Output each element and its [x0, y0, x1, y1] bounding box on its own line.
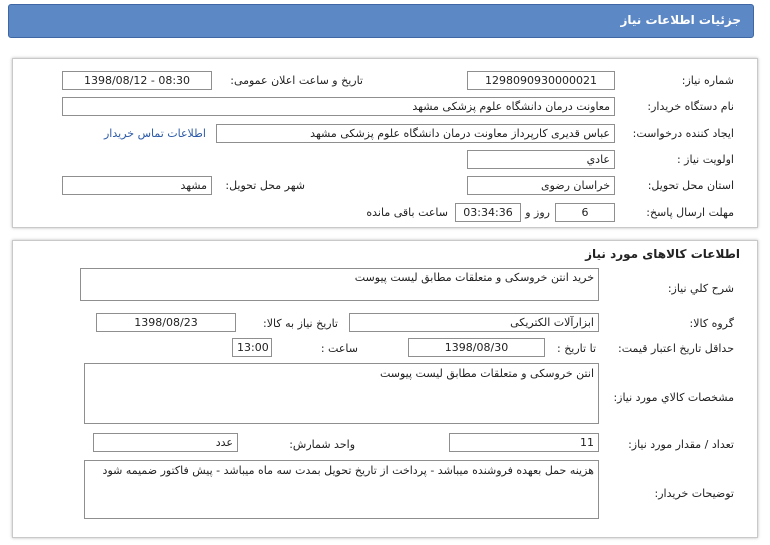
- goods-group-label: گروه کالا:: [689, 317, 734, 330]
- need-date-field[interactable]: 1398/08/23: [96, 313, 236, 332]
- need-date-label: تاریخ نیاز به کالا:: [263, 317, 338, 330]
- buyer-org-field[interactable]: معاونت درمان دانشگاه علوم پزشکی مشهد: [62, 97, 615, 116]
- specs-field[interactable]: انتن خروسکی و متعلقات مطابق لیست پیوست: [84, 363, 599, 424]
- priority-field[interactable]: عادي: [467, 150, 615, 169]
- title-bar-inner: [8, 4, 754, 38]
- general-desc-label: شرح کلي نیاز:: [667, 282, 734, 295]
- creator-label: ایجاد کننده درخواست:: [632, 127, 734, 140]
- unit-label: واحد شمارش:: [289, 438, 355, 451]
- to-date-label: تا تاریخ :: [557, 342, 596, 355]
- buyer-notes-field[interactable]: هزینه حمل بعهده فروشنده میباشد - پرداخت از تاریخ تحویل بمدت سه ماه میباشد - پیش فاکتور ضمیمه شود: [84, 460, 599, 519]
- price-valid-hour-field[interactable]: 13:00: [232, 338, 272, 357]
- priority-label: اولویت نیاز :: [676, 153, 734, 166]
- unit-field[interactable]: عدد: [93, 433, 238, 452]
- announce-datetime-field[interactable]: 1398/08/12 - 08:30: [62, 71, 212, 90]
- goods-group-field[interactable]: ابزارآلات الکتریکی: [349, 313, 599, 332]
- city-field[interactable]: مشهد: [62, 176, 212, 195]
- price-valid-date-field[interactable]: 1398/08/30: [408, 338, 545, 357]
- buyer-notes-label: توضیحات خریدار:: [654, 487, 734, 500]
- remaining-word: ساعت باقی مانده: [366, 206, 448, 219]
- announce-datetime-label: تاریخ و ساعت اعلان عمومی:: [230, 74, 363, 87]
- need-number-field[interactable]: 1298090930000021: [467, 71, 615, 90]
- buyer-contact-link[interactable]: اطلاعات تماس خریدار: [104, 127, 206, 140]
- title-bar: [0, 0, 770, 40]
- creator-field[interactable]: عباس قدیری کارپرداز معاونت درمان دانشگاه علوم پزشکی مشهد: [216, 124, 615, 143]
- deadline-days-field[interactable]: 6: [555, 203, 615, 222]
- quantity-label: تعداد / مقدار مورد نیاز:: [628, 438, 734, 451]
- days-word: روز و: [525, 206, 550, 219]
- deadline-time-field[interactable]: 03:34:36: [455, 203, 521, 222]
- page-title: جزئیات اطلاعات نیاز: [620, 13, 741, 27]
- province-label: استان محل تحویل:: [647, 179, 734, 192]
- quantity-field[interactable]: 11: [449, 433, 599, 452]
- general-desc-field[interactable]: خرید انتن خروسکی و متعلقات مطابق لیست پیوست: [80, 268, 599, 301]
- hour-label: ساعت :: [320, 342, 358, 355]
- buyer-org-label: نام دستگاه خریدار:: [647, 100, 734, 113]
- city-label: شهر محل تحویل:: [225, 179, 305, 192]
- province-field[interactable]: خراسان رضوی: [467, 176, 615, 195]
- price-valid-label: حداقل تاریخ اعتبار قیمت:: [618, 342, 734, 355]
- goods-section-title: اطلاعات کالاهای مورد نیاز: [585, 247, 740, 261]
- need-number-label: شماره نیاز:: [681, 74, 734, 87]
- deadline-label: مهلت ارسال پاسخ:: [646, 206, 734, 219]
- specs-label: مشخصات کالاي مورد نیاز:: [613, 391, 734, 404]
